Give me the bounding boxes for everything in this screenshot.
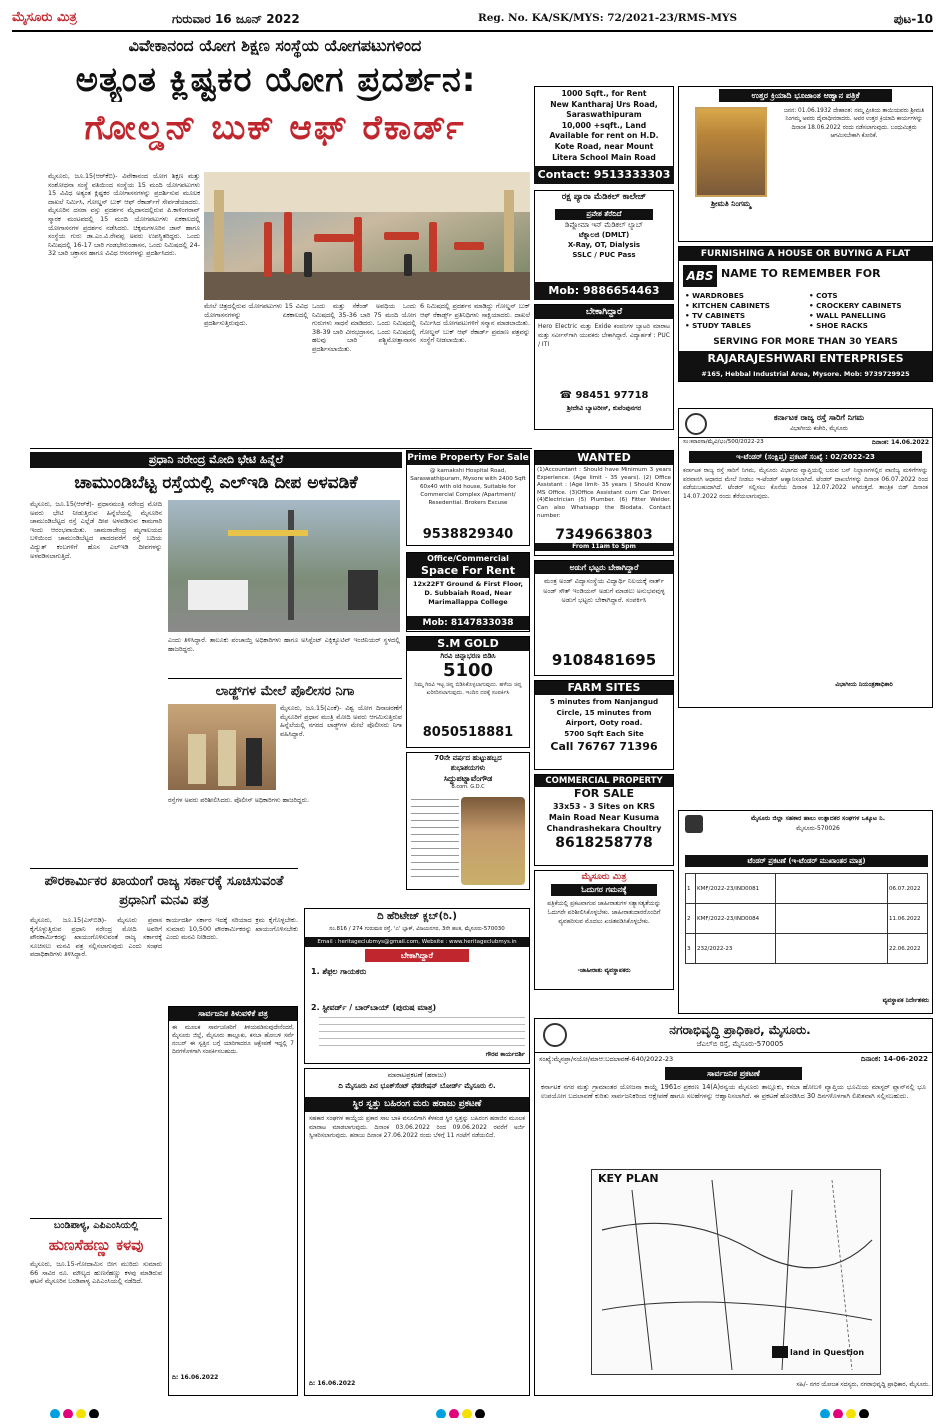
- milk-row-1-desc: [776, 874, 888, 904]
- readers-sign: -ಜಾಹೀರಾತು ವ್ಯವಸ್ಥಾಪಕರು: [577, 967, 631, 974]
- obit-title: ಉತ್ತರ ಕ್ರಿಯಾದಿ ಭೂಜಾಂತ ಆಹ್ವಾನ ಪತ್ರಿಕೆ: [719, 89, 892, 102]
- furnish-right-3: • WALL PANELLING: [809, 311, 886, 320]
- milk-table: [685, 873, 928, 983]
- furnish-left-4: • STUDY TABLES: [685, 321, 752, 330]
- ksrtc-no: ಸಂ:ಕರಾರಸಾ/ಮೈವಿ/ಭಂ/500/2022-23: [683, 439, 764, 445]
- rent-line-4: 10,000 +sqft., Land: [561, 120, 647, 130]
- muda-keyplan-title: KEY PLAN: [598, 1172, 659, 1185]
- ksrtc-tender: [678, 408, 933, 708]
- furnish-right-list: [809, 291, 931, 335]
- cook-ad: [534, 560, 674, 676]
- public-notice-title: ಸಾರ್ವಜನಿಕ ತಿಳುವಳಿಕೆ ಪತ್ರ: [169, 1007, 297, 1021]
- muda-title: ಸಾರ್ವಜನಿಕ ಪ್ರಕಟಣೆ: [665, 1067, 802, 1080]
- story3-body: ಮೈಸೂರು, ಜೂ.15(ಎಂಕೆ)- ವಿಶ್ವ ಯೋಗ ದಿನಾಚರಣೆಗೆ ಮೈಸೂರಿಗೆ ಪ್ರಧಾನ ಮಂತ್ರಿ ಮೋದಿ ಅವರು ಆಗಮಿಸುತ್ತಿರುವ ಹಿನ್ನೆಲೆಯಲ್ಲಿ ನಗರದ ಲಾಡ್ಜ್‌ಗಳ ಮೇಲೆ ಪೊಲೀಸರು ನಿಗಾ ವಹಿಸಿದ್ದಾರೆ.: [280, 704, 402, 738]
- prime-phone: 9538829340: [422, 527, 514, 542]
- office-body: 12x22FT Ground & First Floor, D. Subbaiah Road, Near Marimallappa College: [413, 580, 523, 606]
- story2-photo: [168, 500, 400, 632]
- comm-line-3: Chandrashekara Choultry: [546, 824, 662, 833]
- muda-date: ದಿನಾಂಕ: 14-06-2022: [860, 1055, 928, 1063]
- furnish-right-1: • COTS: [809, 291, 838, 300]
- heritage-web: Email : heritageclubmys@gmail.com, Website : www.heritageclubmys.in: [305, 937, 529, 947]
- cook-phone: 9108481695: [551, 651, 657, 669]
- story5-body: ಮೈಸೂರು, ಜೂ.15-ಗೋದಾಮಿನ ಬೀಗ ಮುರಿದು ಸುಮಾರು 66 ಸಾವಿರ ರೂ. ಮೌಲ್ಯದ ಹುಣಸೆಹಣ್ಣು ಕಳವು ಮಾಡಿರುವ ಘಟನೆ ಮೈಸೂರಿನ ಬಂಡಿಪಾಳ್ಯ ಎಪಿಎಂಸಿಯಲ್ಲಿ ನಡೆದಿದೆ.: [30, 1260, 162, 1286]
- comm-body: [535, 801, 673, 834]
- milk-row-2-id: KMF/2022-23/IND0084: [696, 904, 776, 934]
- comm-line-2: Main Road Near Kusuma: [548, 813, 660, 822]
- rent-line-3: Saraswathipuram: [566, 110, 642, 120]
- muda-no: ಸಂಖ್ಯೆ:ಮೈನಪ್ರಾ/ನಯೋ/ಮಾಆ:ಬದಲಾವಣೆ-640/2022-23: [539, 1055, 674, 1063]
- muda-addr: ಜೆಎಲ್‌ಬಿ ರಸ್ತೆ, ಮೈಸೂರು-570005: [696, 1040, 784, 1048]
- rent-line-2: New Kantharaj Urs Road,: [550, 99, 658, 109]
- page-number: ಪುಟ-10: [893, 12, 933, 26]
- rule-1: [30, 448, 532, 449]
- prime-body: @ kamakshi Hospital Road, Saraswathipuram, Mysore with 2400 Sqft 60x40 with old house, Suitable for Commercial Complex /Apartment/ Resedential. Brokers Excuse: [410, 468, 526, 506]
- milk-row-3-id: 232/2022-23: [696, 934, 776, 964]
- milk-row-1-n: 1: [686, 874, 696, 904]
- prime-property-ad: [406, 450, 530, 546]
- issue-date: ಗುರುವಾರ 16 ಜೂನ್ 2022: [172, 12, 300, 26]
- furnish-sub: NAME TO REMEMBER FOR: [721, 267, 881, 280]
- comm-phone: 8618258778: [555, 835, 653, 851]
- milk-row-3-desc: [776, 934, 888, 964]
- medical-line-1: ಡಿಪ್ಲೋಮಾ ಇನ್ ಮೆಡಿಕಲ್ ಲ್ಯಾಬ್: [565, 221, 643, 229]
- milk-org: ಮೈಸೂರು ಜಿಲ್ಲಾ ಸಹಕಾರ ಹಾಲು ಉತ್ಪಾದಕರ ಸಂಘಗಳ ಒಕ್ಕೂಟ ನಿ.: [750, 815, 886, 822]
- muda-rule: [535, 1052, 932, 1053]
- muda-body: ಕರ್ನಾಟಕ ನಗರ ಮತ್ತು ಗ್ರಾಮಾಂತರ ಯೋಜನಾ ಕಾಯ್ದೆ 1961ರ ಪ್ರಕರಣ 14(A)ರನ್ವಯ ಮೈಸೂರು ತಾಲ್ಲೂಕು, ಕಸಬಾ ಹೋಬಳಿ ವ್ಯಾಪ್ತಿಯ ಭೂಮಿಯ ಮಾಸ್ಟರ್ ಪ್ಲಾನ್‌ನಲ್ಲಿ ಭೂ ಉಪಯೋಗ ಬದಲಾವಣೆ ಕುರಿತು ಸಾರ್ವಜನಿಕರಿಂದ ಆಕ್ಷೇಪಣೆ ಹಾಗೂ ಸಲಹೆಗಳನ್ನು ಆಹ್ವಾನಿಸಲಾಗಿದೆ. ಈ ಪ್ರಕಟಣೆ ಹೊರಡಿಸಿದ 30 ದಿನಗಳೊಳಗಾಗಿ ಲಿಖಿತವಾಗಿ ಸಲ್ಲಿಸಬಹುದು.: [541, 1083, 926, 1101]
- rent-ad-lines: [535, 87, 673, 163]
- battery-phone: ☎ 98451 97718: [559, 390, 649, 401]
- furnish-logo: ABS: [683, 265, 717, 287]
- auction-notice: [304, 1068, 530, 1396]
- auction-org: ದಿ ಮೈಸೂರು ಪಿನ ಭೂಕ್‌ಸೆಂಟ್ ಫೆಡರೇಷನ್ ಬೋರ್ಡ್ ಮೈಸೂರು ಲಿ.: [338, 1082, 496, 1090]
- story3-headline: ಲಾಡ್ಜ್‌ಗಳ ಮೇಲೆ ಪೊಲೀಸರ ನಿಗಾ: [215, 684, 355, 699]
- story4-body: ಮೈಸೂರು, ಜೂ.15(ಎಸ್‌ಬಿಡಿ)- ಮೈಸೂರು ಪ್ರವಾಸ ಕೈಗೊಳ್ಳುತ್ತಿರುವ ಪ್ರಧಾನಿ ನರೇಂದ್ರ ಮೋದಿ ಅವರಿಗೆ ಪೌರಕಾರ್ಮಿಕರನ್ನು ಖಾಯಂಗೊಳಿಸುವಂತೆ ರಾಜ್ಯ ಸರ್ಕಾರಕ್ಕೆ ಸೂಚಿಸಲು ಮನವಿ ಪತ್ರ ಸಲ್ಲಿಸಲಾಗುವುದು ಎಂದು ಸಂಘದ ಪದಾಧಿಕಾರಿಗಳು ತಿಳಿಸಿದ್ದಾರೆ.: [30, 916, 162, 959]
- office-title2: Space For Rent: [407, 564, 529, 578]
- lead-headline: ಅತ್ಯಂತ ಕ್ಲಿಷ್ಟಕರ ಯೋಗ ಪ್ರದರ್ಶನ:: [75, 60, 477, 100]
- comm-line-1: 33x53 - 3 Sites on KRS: [552, 802, 656, 811]
- gold-title: S.M GOLD: [407, 637, 529, 651]
- milk-row-3: [686, 934, 928, 964]
- ksrtc-logo: [685, 413, 707, 435]
- rent-ad-contact: Contact: 9513333303: [534, 166, 674, 184]
- lead-body-left: ಮೈಸೂರು, ಜೂ.15(ಆರ್‌ಕೆಬಿ)- ವಿವೇಕಾನಂದ ಯೋಗ ಶಿಕ್ಷಣ ಮತ್ತು ಸಂಶೋಧನಾ ಸಂಸ್ಥೆ ವತಿಯಿಂದ ಸಂಸ್ಥೆಯ 15 ಮಂದಿ ಯೋಗಪಟುಗಳು 15 ವಿವಿಧ ಅತ್ಯಂತ ಕ್ಲಿಷ್ಟಕರ ಯೋಗಾಸನಗಳನ್ನು ಪ್ರದರ್ಶಿಸುವ ಮೂಲಕ ದಾಖಲೆ ನಿರ್ಮಿಸಿ, ಗೋಲ್ಡನ್ ಬುಕ್ ಆಫ್ ರೆಕಾರ್ಡ್‌ಗೆ ಸೇರ್ಪಡೆಯಾದರು. ಮೈಸೂರಿನ ದಸರಾ ವಸ್ತು ಪ್ರದರ್ಶನ ಮೈದಾನದಲ್ಲಿರುವ ಪಿ.ಕಾಳಿಂಗರಾವ್ ಸ್ಮಾರಕ ಮಂಟಪದಲ್ಲಿ 15 ಮಂದಿ ಯೋಗಪಟುಗಳು ಏಕಕಾಲದಲ್ಲಿ ಯೋಗಾಸನಗಳ ಪ್ರದರ್ಶನ ನಡೆಸಿದರು. ಚಿಕ್ಕಮಗಳೂರಿನ ಜಾನ್ ಹಾಗೂ ಸಂಸ್ಥೆಯ ಗುರು ಡಾ.ಎಂ.ವಿ.ರೇವಪ್ಪ ಅವರು ಉಪಸ್ಥಿತರಿದ್ದರು. ಒಂದು ನಿಮಿಷದಲ್ಲಿ 16-17 ಬಾರಿ ಗಂಡಭೇರುಂಡಾಸನ, ಒಂದು ನಿಮಿಷದಲ್ಲಿ 24-32 ಬಾರಿ ಚಕ್ರಾಸನ ಹಾಗೂ ವಿವಿಧ ಆಸನಗಳನ್ನು ಪ್ರದರ್ಶಿಸಿದರು.: [48, 172, 200, 258]
- heritage-title: ದಿ ಹೆರಿಟೇಜ್ ಕ್ಲಬ್(ರಿ.): [377, 911, 457, 922]
- furnish-right-2: • CROCKERY CABINETS: [809, 301, 902, 310]
- public-notice-body: ಈ ಮೂಲಕ ಸಾರ್ವಜನಿಕರಿಗೆ ತಿಳಿಯಪಡಿಸುವುದೇನೆಂದರೆ, ಮೈಸೂರು ಜಿಲ್ಲೆ, ಮೈಸೂರು ತಾಲ್ಲೂಕು, ಕಸಬಾ ಹೋಬಳಿ ಸರ್ವೆ ನಂಬರ್ ಈ ಸ್ವತ್ತಿನ ಬಗ್ಗೆ ಯಾರಿಗಾದರೂ ಆಕ್ಷೇಪಣೆ ಇದ್ದಲ್ಲಿ 7 ದಿನಗಳೊಳಗಾಗಿ ಸಂಪರ್ಕಿಸಬಹುದು.: [172, 1025, 294, 1055]
- milk-row-1-date: 06.07.2022: [888, 874, 928, 904]
- wanted-body: (1)Accountant : Should have Minimum 3 years Experience. (Age limit - 35 years). (2) Office Assistant : (Age limit- 35 years ) Should Know MS Office. (3)Office Assistant cum Car Driver. (4)Electrician (5) Plumber. (6) Fitter Welder. Can also Whatsapp the Biodata. Contact number:: [537, 467, 671, 519]
- gold-ad: [406, 636, 530, 748]
- story2-body: ಮೈಸೂರು, ಜೂ.15(ಆರ್‌ಕೆ)- ಪ್ರಧಾನಮಂತ್ರಿ ನರೇಂದ್ರ ಮೋದಿ ಅವರು ಭೇಟಿ ನೀಡುತ್ತಿರುವ ಹಿನ್ನೆಲೆಯಲ್ಲಿ ಮೈಸೂರಿನ ಚಾಮುಂಡಿಬೆಟ್ಟದ ರಸ್ತೆ ಎಲ್ಲೆಡೆ ದೀಪ ಅಳವಡಿಸುವ ಕಾಮಗಾರಿ ಇಂದು ಆರಂಭವಾಯಿತು. ಚಾಮರಾಜೇಂದ್ರ ಮೃಗಾಲಯದ ಬಳಿಯಿಂದ ಚಾಮುಂಡಿಬೆಟ್ಟದ ಪಾದದವರೆಗೆ ರಸ್ತೆ ಬದಿಯ ವಿದ್ಯುತ್ ಕಂಬಗಳಿಗೆ ಹೊಸ ಎಲ್‌ಇಡಿ ದೀಪಗಳನ್ನು ಅಳವಡಿಸಲಾಗುತ್ತಿದೆ.: [30, 500, 162, 560]
- gold-body: ನಿಮ್ಮ ಗಿರವಿ ಇಟ್ಟ ಚಿನ್ನ ಬಿಡಿಸಿಕೊಳ್ಳಲಾಗುವುದು. ಹಳೆಯ ಚಿನ್ನ ಖರೀದಿಸಲಾಗುವುದು. ಇಂದಿನ ದರಕ್ಕೆ ಸಂಪರ್ಕಿಸಿ: [414, 682, 522, 696]
- heritage-item1: 1. ಶೆಫ಼ಲ ಗಾಯಕರು: [311, 967, 367, 976]
- farm-line-3: Airport, Ooty road.: [565, 718, 643, 727]
- registration-dots-mid: [436, 1404, 536, 1418]
- heritage-item1-detail: [319, 980, 525, 1000]
- muda-keyplan-label: land in Question: [790, 1348, 865, 1357]
- readers-paper: ಮೈಸೂರು ಮಿತ್ರ: [581, 872, 627, 882]
- lead-photo: [204, 172, 530, 300]
- milk-row-2: [686, 904, 928, 934]
- heritage-band: ಬೇಕಾಗಿದ್ದಾರೆ: [365, 949, 469, 962]
- heritage-club-ad: [304, 908, 530, 1064]
- furnish-left-list: [685, 291, 805, 335]
- heritage-item2: 2. ಸ್ಟೀವರ್ಡ್ / ಬಾರ್‌ಬಾಯ್ (ಪುರುಷ ಮಾತ್ರ): [311, 1003, 437, 1012]
- cook-body: ಮಂತ್ರ ಅಂಡ್ ವಿದ್ಯಾಸಂಸ್ಥೆಯ ವಿದ್ಯಾರ್ಥಿ ನಿಲಯಕ್ಕೆ ನಾರ್ತ್ ಅಂಡ್ ಸೌತ್ ಇಂಡಿಯನ್ ಅಡುಗೆ ಮಾಡಲು ಅನುಭವವುಳ್ಳ ಅಡುಗೆ ಭಟ್ಟರು ಬೇಕಾಗಿದ್ದಾರೆ. ಸಂಪರ್ಕಿಸಿ: [543, 577, 665, 605]
- battery-ad: [534, 304, 674, 430]
- muda-logo: [543, 1023, 567, 1047]
- obit-name: ಶ್ರೀಮತಿ ನಿಂಗಮ್ಮ: [710, 199, 752, 208]
- story5-headline-top: ಬಂಡಿಪಾಳ್ಯ, ಎಪಿಎಂಸಿಯಲ್ಲಿ: [53, 1220, 139, 1231]
- ksrtc-rule: [679, 437, 932, 438]
- paper-logo: ಮೈಸೂರು ಮಿತ್ರ: [12, 10, 77, 25]
- readers-title: ಓದುಗರ ಗಮನಕ್ಕೆ: [551, 884, 657, 896]
- milk-row-3-n: 3: [686, 934, 696, 964]
- lead-kicker: ವಿವೇಕಾನಂದ ಯೋಗ ಶಿಕ್ಷಣ ಸಂಸ್ಥೆಯ ಯೋಗಪಟುಗಳಿಂದ: [128, 36, 422, 55]
- heritage-item2-detail: [319, 1017, 525, 1047]
- medical-lines: [535, 220, 673, 260]
- office-mob: Mob: 8147833038: [407, 616, 529, 630]
- public-notice-date: ದಿ: 16.06.2022: [172, 1374, 219, 1381]
- story2-kicker: ಪ್ರಧಾನಿ ನರೇಂದ್ರ ಮೋದಿ ಭೇಟಿ ಹಿನ್ನೆಲೆ: [30, 452, 402, 468]
- milk-sign: ವ್ಯವಸ್ಥಾಪಕ ನಿರ್ದೇಶಕರು: [882, 997, 929, 1004]
- office-title1: Office/Commercial: [407, 553, 529, 564]
- milk-row-2-n: 2: [686, 904, 696, 934]
- birthday-name: ಸಿದ್ದುಪಟ್ನಾವೆಂಗೌಡ: [443, 774, 493, 783]
- registration-dots-right: [820, 1404, 920, 1418]
- medical-title: ರಕ್ಷ ಪ್ಯಾರಾ ಮೆಡಿಕಲ್ ಕಾಲೇಜ್: [561, 192, 647, 202]
- medical-sub: ಪ್ರವೇಶ ತೆರೆದಿದೆ: [555, 209, 653, 220]
- birthday-wishers: [411, 799, 459, 883]
- birthday-ad: [406, 752, 530, 890]
- ksrtc-sign: ವಿಭಾಗೀಯ ನಿಯಂತ್ರಣಾಧಿಕಾರಿ: [835, 681, 893, 688]
- farm-line-4: 5700 Sqft Each Site: [564, 728, 644, 738]
- public-notice-left: [168, 1006, 298, 1396]
- registration-dots-left: [50, 1404, 150, 1418]
- registration: Reg. No. KA/SK/MYS: 72/2021-23/RMS-MYS: [478, 12, 738, 24]
- rent-line-7: Litera School Main Road: [552, 152, 656, 162]
- farm-sites-ad: [534, 680, 674, 770]
- wanted-time: From 11am to 5pm: [535, 543, 673, 551]
- story4-body2: ಕಾರ್ಯದರ್ಶಿ ಸರ್ಕಾರ ಇದಕ್ಕೆ ಸರಿಯಾದ ಕ್ರಮ ಕೈಗೊಳ್ಳಬೇಕು. ಸುಮಾರು 10,500 ಪೌರಕಾರ್ಮಿಕರನ್ನು ಖಾಯಂಗೊಳಿಸಬೇಕು ಎಂದು ಮನವಿ ನೀಡಿದರು.: [166, 916, 298, 942]
- battery-address: ಶ್ರೀದೇವಿ ಬ್ಯಾಟರೀಸ್, ಕುವೆಂಪುನಗರ: [566, 404, 642, 412]
- muda-org: ನಗರಾಭಿವೃದ್ಧಿ ಪ್ರಾಧಿಕಾರ, ಮೈಸೂರು.: [669, 1023, 811, 1037]
- muda-keyplan: [591, 1169, 881, 1375]
- masthead-rule: [12, 30, 933, 32]
- commercial-property-ad: [534, 774, 674, 866]
- rule-3: [30, 868, 298, 869]
- story3-photo: [168, 704, 276, 790]
- farm-body: [535, 695, 673, 739]
- milk-row-1-id: KMF/2022-23/IND0081: [696, 874, 776, 904]
- readers-notice: [534, 870, 674, 990]
- story2-caption: ಎಂದು ತಿಳಿಸಿದ್ದಾರೆ. ತಾಲೂಕು ಪಂಚಾಯ್ತಿ ಅಧಿಕಾರಿಗಳು ಹಾಗೂ ಅಸಿಸ್ಟೆಂಟ್ ಎಕ್ಸಿಕ್ಯೂಟಿವ್ ಇಂಜಿನಿಯರ್ ಸ್ಥಳದಲ್ಲಿ ಹಾಜರಿದ್ದರು.: [168, 636, 400, 653]
- rent-line-1: 1000 Sqft., for Rent: [561, 89, 647, 98]
- medical-line-4: SSLC / PUC Pass: [572, 251, 636, 259]
- medical-line-3: X-Ray, OT, Dialysis: [567, 241, 641, 249]
- story3-caption: ರಸ್ತೆಗಳ ಅವರು ಪರಿಶೀಲಿಸಿದರು. ಪೊಲೀಸ್ ಅಧಿಕಾರಿಗಳು ಹಾಜರಿದ್ದರು.: [168, 796, 310, 804]
- readers-body: ಪತ್ರಿಕೆಯಲ್ಲಿ ಪ್ರಕಟವಾಗುವ ಜಾಹೀರಾತುಗಳ ಸತ್ಯಾಸತ್ಯತೆಯನ್ನು ಓದುಗರೇ ಪರಿಶೀಲಿಸಿಕೊಳ್ಳಬೇಕು. ಜಾಹೀರಾತುದಾರರೊಂದಿಗೆ ವ್ಯವಹರಿಸುವ ಮೊದಲು ಖಚಿತಪಡಿಸಿಕೊಳ್ಳಬೇಕು.: [547, 900, 661, 925]
- obit-body: ಜನನ: 01.06.1932 ದೇಹಾಂತ: ನಮ್ಮ ಪ್ರೀತಿಯ ತಾಯಿಯವರು ಶ್ರೀಮತಿ ನಿಂಗಮ್ಮ ಅವರು ದೈವಾಧೀನರಾದರು. ಅವರ ಉತ್ತರ ಕ್ರಿಯಾದಿ ಕಾರ್ಯಗಳನ್ನು ದಿನಾಂಕ 18.06.2022 ರಂದು ನಡೆಸಲಾಗುವುದು. ಬಂಧುಮಿತ್ರರು ಆಗಮಿಸಬೇಕಾಗಿ ಕೋರಿಕೆ.: [783, 108, 925, 140]
- medical-mob: Mob: 9886654463: [534, 282, 674, 300]
- lead-caption: ಮೇಲೆ ಚಿತ್ರದಲ್ಲಿರುವ ಯೋಗಪಟುಗಳು 15 ವಿವಿಧ ಯೋಗಾಸನಗಳನ್ನು ಏಕಕಾಲದಲ್ಲಿ ಪ್ರದರ್ಶಿಸುತ್ತಿರುವುದು.: [204, 302, 308, 328]
- muda-notice: [534, 1018, 933, 1396]
- farm-line-2: Circle, 15 minutes from: [556, 707, 652, 717]
- furnish-left-3: • TV CABINETS: [685, 311, 746, 320]
- ksrtc-dept: ವಿಭಾಗೀಯ ಕಚೇರಿ, ಮೈಸೂರು: [790, 425, 848, 432]
- ksrtc-body: ಕರ್ನಾಟಕ ರಾಜ್ಯ ರಸ್ತೆ ಸಾರಿಗೆ ನಿಗಮ, ಮೈಸೂರು ವಿಭಾಗದ ವ್ಯಾಪ್ತಿಯಲ್ಲಿ ಬರುವ ಬಸ್ ನಿಲ್ದಾಣಗಳಲ್ಲಿನ ವಾಣಿಜ್ಯ ಮಳಿಗೆಗಳನ್ನು ಪರವಾನಗಿ ಆಧಾರದ ಮೇಲೆ ನೀಡಲು ಇ-ಟೆಂಡರ್ ಆಹ್ವಾನಿಸಲಾಗಿದೆ. ಟೆಂಡರ್ ದಾಖಲೆಗಳನ್ನು ದಿನಾಂಕ 06.07.2022 ರಿಂದ ಪಡೆಯಬಹುದಾಗಿದೆ. ಟೆಂಡರ್ ಸಲ್ಲಿಸಲು ಕೊನೆಯ ದಿನಾಂಕ 12.07.2022 ಆಗಿರುತ್ತದೆ. ತಾಂತ್ರಿಕ ಬಿಡ್ ದಿನಾಂಕ 14.07.2022 ರಂದು ತೆರೆಯಲಾಗುವುದು.: [683, 467, 928, 500]
- birthday-title: 70ನೇ ವರ್ಷದ ಹುಟ್ಟುಹಬ್ಬದ: [434, 754, 502, 762]
- birthday-deg: B.com. G.D.C: [451, 784, 485, 790]
- auction-date: ದಿ: 16.06.2022: [309, 1380, 356, 1387]
- farm-phone: Call 76767 71396: [550, 740, 658, 753]
- cook-title: ಅಡುಗೆ ಭಟ್ಟರು ಬೇಕಾಗಿದ್ದಾರೆ: [535, 561, 673, 574]
- wanted-title: WANTED: [535, 451, 673, 465]
- gold-phone: 8050518881: [422, 725, 514, 740]
- muda-keyplan-map: [592, 1170, 881, 1375]
- birthday-photo: [461, 797, 525, 885]
- rent-line-5: Available for rent on H.D.: [549, 131, 659, 141]
- ksrtc-title: ಇ-ಟೆಂಡರ್ (ಸಂಕ್ಷಿಪ್ತ) ಪ್ರಕಟಣೆ ಸಂಖ್ಯೆ : 02/2022-23: [689, 451, 922, 463]
- story4-headline: ಪೌರಕಾರ್ಮಿಕರ ಖಾಯಂಗೆ ರಾಜ್ಯ ಸರ್ಕಾರಕ್ಕೆ ಸೂಚಿಸುವಂತೆ ಪ್ರಧಾನಿಗೆ ಮನವಿ ಪತ್ರ: [44, 874, 284, 908]
- heritage-address: ನಂ.816 / 274 ಗುರುಮಠ ರಸ್ತೆ, 'ಎ' ಬ್ಲಾಕ್, ವಿಜಯನಗರ, 3ನೇ ಹಂತ, ಮೈಸೂರು-570030: [329, 926, 505, 932]
- muda-sign: ಸಹಿ/- ನಗರ ಯೋಜಕ ಸದಸ್ಯರು, ನಗರಾಭಿವೃದ್ಧಿ ಪ್ರಾಧಿಕಾರ, ಮೈಸೂರು.: [796, 1381, 930, 1388]
- lead-body-mid: ಒಂದು ಮತ್ತು ಸೆಕೆಂಡ್ ಅವಧಿಯ ಒಂದು ನಿಮಿಷದಲ್ಲಿ 35-36 ಬಾರಿ 75 ಮಂದಿ ಯೋಗ ಗುರುಗಳು ಸಾಧನೆ ಮಾಡಿದರು. ಒಂದು ನಿಮಿಷದಲ್ಲಿ 38-39 ಬಾರಿ ವೀರಭದ್ರಾಸನ, ಒಂದು ನಿಮಿಷದಲ್ಲಿ ಹಲವು ಬಾರಿ ಪಶ್ಚಿಮೋತ್ತಾನಾಸನ ಪ್ರದರ್ಶಿಸಲಾಯಿತು.: [312, 302, 416, 353]
- ksrtc-date: ದಿನಾಂಕ: 14.06.2022: [871, 439, 929, 446]
- gold-sub: ಗಿರವಿ ಚಿನ್ನಾಭರಣ ಬಿಡಿಸಿ: [440, 652, 496, 660]
- story2-headline: ಚಾಮುಂಡಿಬೆಟ್ಟ ರಸ್ತೆಯಲ್ಲಿ ಎಲ್‌ಇಡಿ ದೀಪ ಅಳವಡಿಕೆ: [74, 473, 358, 493]
- furnish-left-2: • KITCHEN CABINETS: [685, 301, 770, 310]
- ksrtc-org: ಕರ್ನಾಟಕ ರಾಜ್ಯ ರಸ್ತೆ ಸಾರಿಗೆ ನಿಗಮ: [773, 413, 865, 422]
- lead-subhead: ಗೋಲ್ಡನ್ ಬುಕ್ ಆಫ್ ರೆಕಾರ್ಡ್: [84, 108, 466, 148]
- wanted-phone: 7349663803: [555, 527, 653, 543]
- furnish-name: RAJARAJESHWARI ENTERPRISES: [679, 351, 932, 367]
- furnish-title: FURNISHING A HOUSE OR BUYING A FLAT: [679, 247, 932, 261]
- milk-row-2-desc: [776, 904, 888, 934]
- milk-logo: [685, 815, 703, 833]
- farm-title: FARM SITES: [535, 681, 673, 695]
- rule-4: [30, 1218, 162, 1219]
- obituary-ad: [678, 86, 933, 242]
- milk-title: ಟೆಂಡರ್ ಪ್ರಕಟಣೆ (ಇ-ಟೆಂಡರ್ ಮುಖಾಂತರ ಮಾತ್ರ): [685, 855, 928, 867]
- lead-body-right: 6 ನಿಮಿಷದಲ್ಲಿ ಪ್ರದರ್ಶನ ಮಾಡಿದ್ದು ಗೋಲ್ಡನ್ ಬುಕ್ ಆಫ್ ರೆಕಾರ್ಡ್ಸ್ ಪ್ರತಿನಿಧಿಗಳು ಸಾಕ್ಷಿಯಾದರು. ದಾಖಲೆ ನಿರ್ಮಿಸಿದ ಯೋಗಪಟುಗಳಿಗೆ ಸನ್ಮಾನ ಮಾಡಲಾಯಿತು. ಗೋಲ್ಡನ್ ಬುಕ್ ಆಫ್ ರೆಕಾರ್ಡ್ ಪ್ರಮಾಣ ಪತ್ರವನ್ನು ಸಂಸ್ಥೆಗೆ ನೀಡಲಾಯಿತು.: [420, 302, 530, 345]
- furnish-right-4: • SHOE RACKS: [809, 321, 868, 330]
- gold-rate: 5100: [442, 660, 494, 681]
- milk-addr: ಮೈಸೂರು-570026: [796, 825, 840, 832]
- office-space-ad: [406, 552, 530, 632]
- auction-top: ಮಾರಾಟಪ್ರಕಟಣೆ (ಹರಾಜು): [387, 1071, 447, 1079]
- comm-title2: FOR SALE: [535, 787, 673, 801]
- heritage-sign: ಗೌರವ ಕಾರ್ಯದರ್ಶಿ: [485, 1051, 525, 1058]
- milk-row-1: [686, 874, 928, 904]
- furnish-left-1: • WARDROBES: [685, 291, 744, 300]
- birthday-sub: ಶುಭಾಶಯಗಳು: [450, 764, 486, 772]
- milk-union-tender: [678, 810, 933, 1014]
- milk-row-2-date: 11.06.2022: [888, 904, 928, 934]
- battery-band: ಬೇಕಾಗಿದ್ದಾರೆ: [535, 305, 673, 319]
- rule-2: [168, 678, 402, 679]
- medical-line-2: ಟೆಕ್ನಾಲಜಿ (DMLT): [578, 231, 630, 239]
- furnish-address: #165, Hebbal Industrial Area, Mysore. Mob: 9739729925: [679, 367, 932, 381]
- auction-title: ಸ್ಥಿರ ಸ್ವತ್ತು ಬಹಿರಂಗ ಮರು ಹರಾಜು ಪ್ರಕಟಣೆ: [305, 1097, 529, 1112]
- comm-title1: COMMERCIAL PROPERTY: [535, 775, 673, 787]
- auction-body: ಸಹಕಾರ ಸಂಘಗಳ ಕಾಯ್ದೆಯ ಪ್ರಕಾರ ಸಾಲ ಬಾಕಿ ವಸೂಲಿಗಾಗಿ ಕೆಳಕಂಡ ಸ್ಥಿರ ಸ್ವತ್ತನ್ನು ಬಹಿರಂಗ ಹರಾಜಿನ ಮೂಲಕ ಮಾರಾಟ ಮಾಡಲಾಗುವುದು. ದಿನಾಂಕ 03.06.2022 ರಿಂದ 09.06.2022 ರವರೆಗೆ ಅರ್ಜಿ ಸ್ವೀಕರಿಸಲಾಗುವುದು. ಹರಾಜು ದಿನಾಂಕ 27.06.2022 ರಂದು ಬೆಳಿಗ್ಗೆ 11 ಗಂಟೆಗೆ ನಡೆಯಲಿದೆ.: [309, 1115, 525, 1139]
- furnishing-ad: [678, 246, 933, 382]
- rent-line-6: Kote Road, near Mount: [554, 141, 654, 151]
- battery-text: Hero Electric ಮತ್ತು Exide ಕಂಪನಿಗಳ ಬ್ಯಾಟರಿ ಮಾರಾಟ ಮತ್ತು ಸರ್ವೀಸ್‌ಗಾಗಿ ಯುವಕರು ಬೇಕಾಗಿದ್ದಾರೆ. ವಿದ್ಯಾರ್ಹತೆ : PUC / ITI: [538, 323, 670, 348]
- wanted-ad: [534, 450, 674, 556]
- story5-headline: ಹುಣಸೆಹಣ್ಣು ಕಳವು: [48, 1236, 144, 1254]
- milk-row-3-date: 22.06.2022: [888, 934, 928, 964]
- furnish-serving: SERVING FOR MORE THAN 30 YEARS: [713, 337, 898, 347]
- prime-title: Prime Property For Sale: [407, 453, 529, 463]
- obit-photo: [695, 107, 767, 197]
- farm-line-1: 5 minutes from Nanjangud: [549, 697, 659, 706]
